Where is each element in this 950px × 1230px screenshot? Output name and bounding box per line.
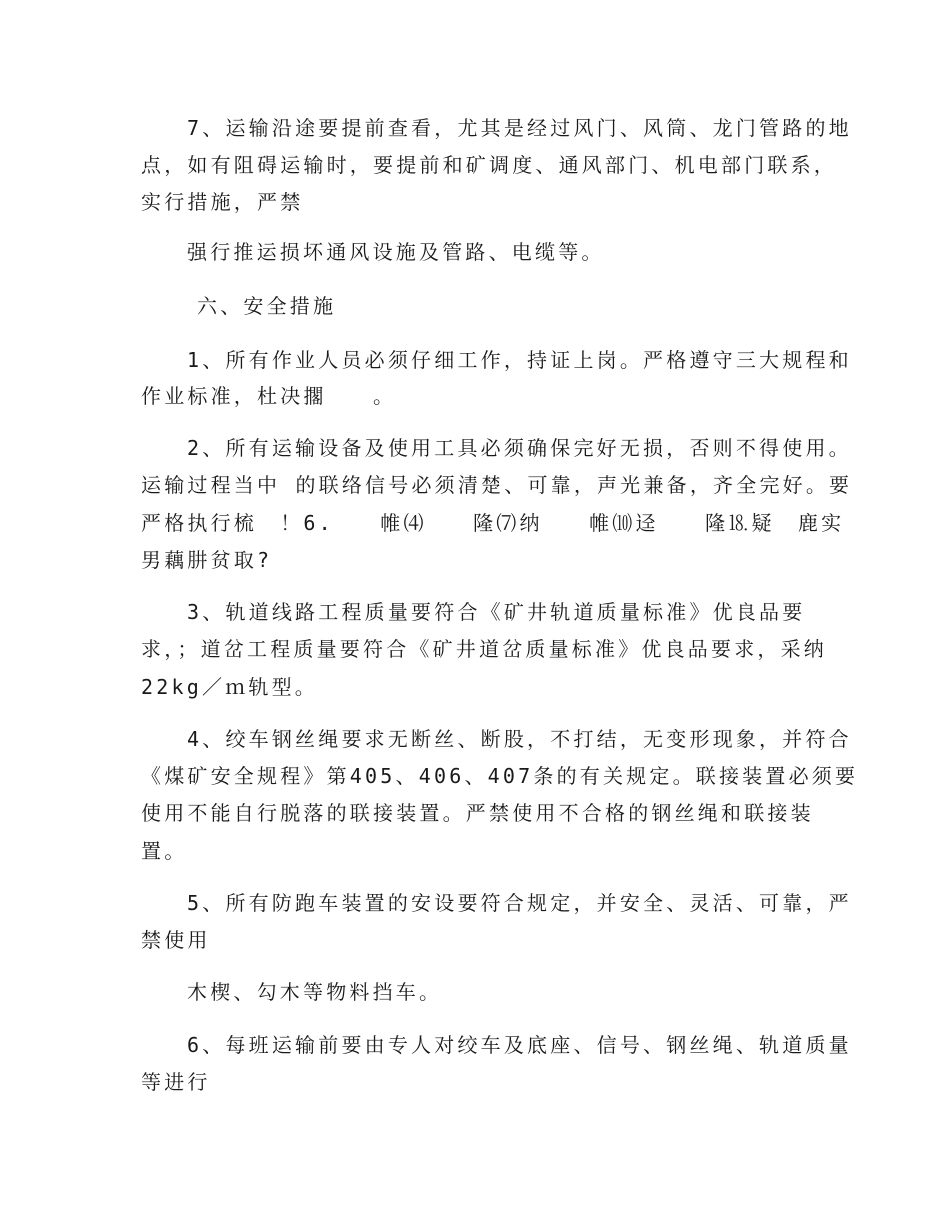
paragraph-7-continuation: 强行推运损坏通风设施及管路、电缆等。 bbox=[187, 240, 605, 264]
item-2-line-3: 严格执行梳 ！6. 帷⑷ 隆⑺纳 帷⑽迳 隆⒙疑 鹿实 bbox=[141, 511, 845, 535]
item-6-line-2: 等进行 bbox=[141, 1070, 211, 1094]
item-4-line-2: 《煤矿安全规程》第405、406、407条的有关规定。联接装置必须要 bbox=[141, 764, 859, 788]
item-3-line-1: 3、轨道线路工程质量要符合《矿井轨道质量标准》优良品要 bbox=[187, 600, 806, 624]
paragraph-7-line-1: 7、运输沿途要提前查看，尤其是经过风门、风筒、龙门管路的地 bbox=[187, 116, 852, 140]
item-3-line-3: 22kg／ｍ轨型。 bbox=[141, 675, 318, 699]
section-heading-safety-measures: 六、安全措施 bbox=[197, 294, 337, 318]
item-6-line-1: 6、每班运输前要由专人对绞车及底座、信号、钢丝绳、轨道质量 bbox=[187, 1033, 852, 1057]
item-5-continuation: 木楔、勾木等物料挡车。 bbox=[187, 980, 443, 1004]
item-4-line-4: 置。 bbox=[141, 839, 188, 863]
paragraph-7-line-2: 点，如有阻碍运输时，要提前和矿调度、通风部门、机电部门联系， bbox=[141, 153, 837, 177]
item-5-line-2: 禁使用 bbox=[141, 928, 211, 952]
item-4-line-3: 使用不能自行脱落的联接装置。严禁使用不合格的钢丝绳和联接装 bbox=[141, 801, 814, 825]
item-4-line-1: 4、绞车钢丝绳要求无断丝、断股，不打结，无变形现象，并符合 bbox=[187, 727, 852, 751]
item-2-line-4: 男藕肼贫取? bbox=[141, 548, 273, 572]
item-1-line-1: 1、所有作业人员必须仔细工作，持证上岗。严格遵守三大规程和 bbox=[187, 348, 852, 372]
item-2-line-2: 运输过程当中 的联络信号必须清楚、可靠，声光兼备，齐全完好。要 bbox=[141, 473, 853, 497]
paragraph-7-line-3: 实行措施，严禁 bbox=[141, 190, 304, 214]
item-2-line-1: 2、所有运输设备及使用工具必须确保完好无损，否则不得使用。 bbox=[187, 436, 852, 460]
item-1-line-2: 作业标准，杜决擱 。 bbox=[141, 384, 397, 408]
item-3-line-2: 求，；道岔工程质量要符合《矿井道岔质量标准》优良品要求，采纳 bbox=[141, 637, 827, 661]
item-5-line-1: 5、所有防跑车装置的安设要符合规定，并安全、灵活、可靠，严 bbox=[187, 891, 852, 915]
